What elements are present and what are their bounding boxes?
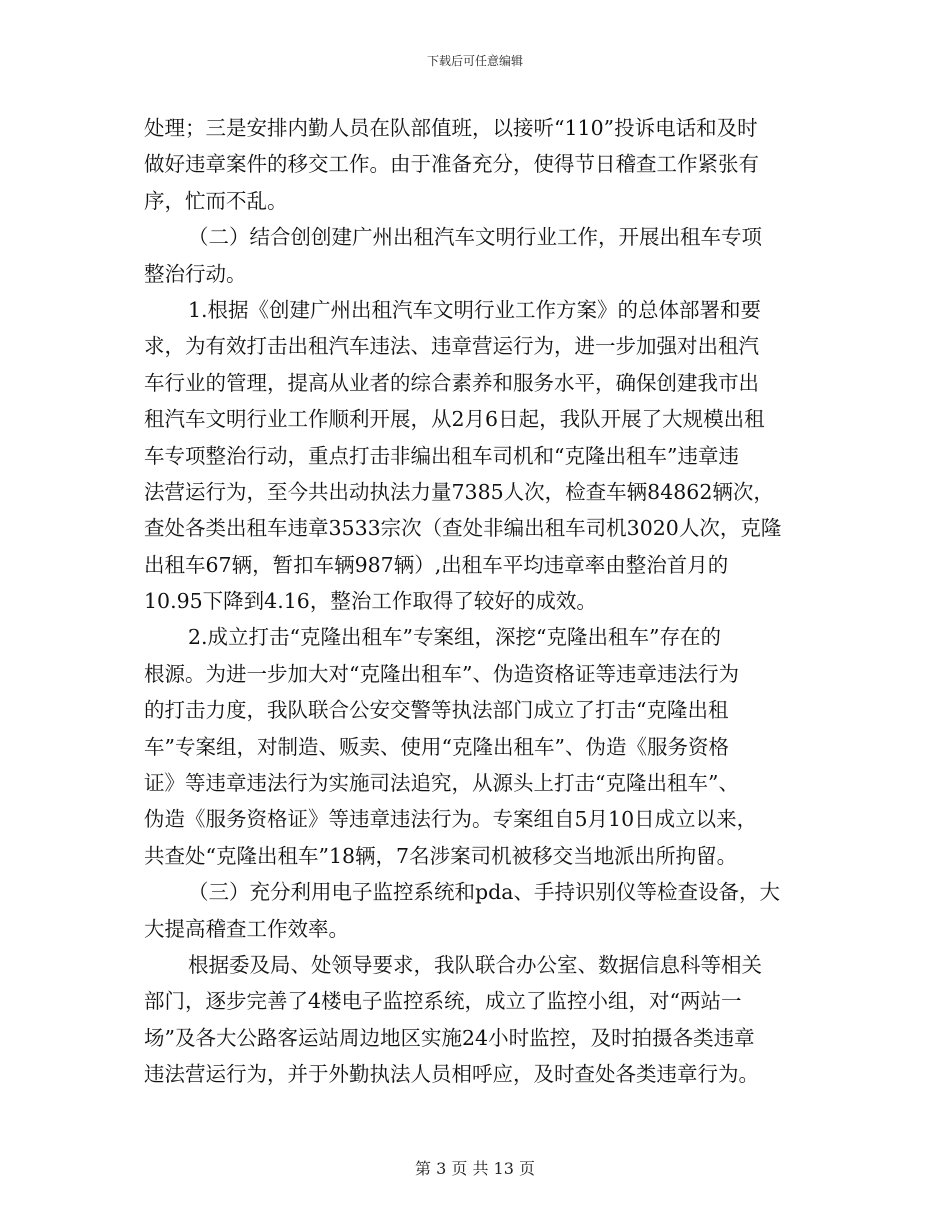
text-line: 车行业的管理，提高从业者的综合素养和服务水平，确保创建我市出: [144, 370, 759, 395]
text-line: 伪造《服务资格证》等违章违法行为。专案组自5月10日成立以来，: [144, 807, 758, 832]
text-line: （三）充分利用电子监控系统和pda、手持识别仪等检查设备，大: [188, 880, 780, 905]
text-line: 法营运行为，至今共出动执法力量7385人次，检查车辆84862辆次，: [144, 479, 774, 504]
text-line: 违法营运行为，并于外勤执法人员相呼应，及时查处各类违章行为。: [144, 1062, 759, 1087]
page-header: 下载后可任意编辑: [426, 54, 523, 68]
text-line: （二）结合创创建广州出租汽车文明行业工作，开展出租车专项: [188, 225, 762, 250]
text-line: 根据委及局、处领导要求，我队联合办公室、数据信息科等相关: [188, 952, 762, 977]
text-line: 租汽车文明行业工作顺利开展，从2月6日起，我队开展了大规模出租: [144, 407, 765, 432]
text-line: 共查处“克隆出租车”18辆，7名涉案司机被移交当地派出所拘留。: [144, 843, 738, 868]
text-line: 处理；三是安排内勤人员在队部值班，以接听“110”投诉电话和及时: [144, 116, 758, 140]
text-line: 整治行动。: [144, 261, 247, 286]
text-line: 2.成立打击“克隆出租车”专案组，深挖“克隆出租车”存在的: [188, 625, 721, 650]
text-line: 10.95下降到4.16，整治工作取得了较好的成效。: [144, 589, 597, 614]
text-line: 根源。为进一步加大对“克隆出租车”、伪造资格证等违章违法行为: [144, 661, 739, 686]
document-body: [144, 110, 816, 1093]
text-line: 的打击力度，我队联合公安交警等执法部门成立了打击“克隆出租: [144, 698, 729, 723]
text-line: 车专项整治行动，重点打击非编出租车司机和“克隆出租车”违章违: [144, 443, 739, 468]
text-line: 做好违章案件的移交工作。由于准备充分，使得节日稽查工作紧张有: [144, 152, 759, 177]
text-line: 大提高稽查工作效率。: [144, 916, 349, 941]
text-line: 部门，逐步完善了4楼电子监控系统，成立了监控小组，对“两站一: [144, 989, 742, 1014]
text-line: 查处各类出租车违章3533宗次（查处非编出租车司机3020人次，克隆: [144, 516, 782, 541]
text-line: 序，忙而不乱。: [144, 188, 288, 213]
text-line: 车”专案组，对制造、贩卖、使用“克隆出租车”、伪造《服务资格: [144, 734, 729, 759]
page-footer: 第 3 页 共 13 页: [415, 1159, 535, 1178]
text-line: 求，为有效打击出租汽车违法、违章营运行为，进一步加强对出租汽: [144, 334, 759, 359]
text-line: 场”及各大公路客运站周边地区实施24小时监控，及时拍摄各类违章: [144, 1025, 755, 1050]
text-line: 证》等违章违法行为实施司法追究，从源头上打击“克隆出租车”、: [144, 771, 739, 796]
text-line: 1.根据《创建广州出租汽车文明行业工作方案》的总体部署和要: [188, 297, 762, 322]
text-line: 出租车67辆，暂扣车辆987辆）,出租车平均违章率由整治首月的: [144, 552, 729, 577]
